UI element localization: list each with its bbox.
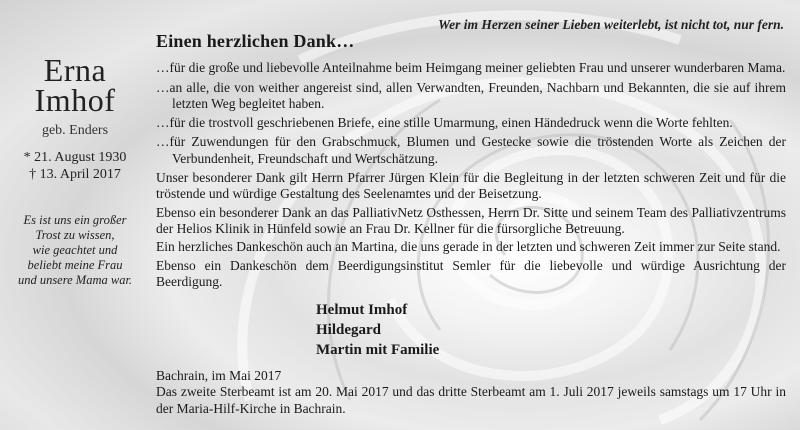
motto-quote: Wer im Herzen seiner Lieben weiterlebt, ist nicht tot, nur fern. <box>438 17 784 32</box>
signer-name: Helmut Imhof <box>316 302 408 319</box>
thanks-item: …für die trostvoll geschriebenen Briefe, eine stille Umarmung, einen Händedruck wenn die Worte fehlten. <box>156 115 733 131</box>
thanks-paragraph: Ebenso ein besonderer Dank an das PalliativNetz Osthessen, Herrn Dr. Sitte und seinem Team des Palliativzentrums der Helios Klinik in Hünfeld sowie an Frau Dr. Kellner für die fürsorgliche Betreuung. <box>156 204 786 236</box>
left-quote-line: Trost zu wissen, <box>35 228 115 242</box>
birth-name: geb. Enders <box>41 123 109 138</box>
left-quote <box>0 213 150 288</box>
signers <box>316 300 786 360</box>
thanks-paragraph: Ein herzliches Dankeschön auch an Martina, die uns gerade in der letzten und schweren Zeit immer zur Seite stand. <box>156 239 781 255</box>
thanks-item: …für die große und liebevolle Anteilnahme beim Heimgang meiner geliebten Frau und unserer wunderbaren Mama. <box>156 60 786 76</box>
left-quote-line: Es ist uns ein großer <box>23 213 127 227</box>
closing-note: Das zweite Sterbeamt ist am 20. Mai 2017 und das dritte Sterbeamt am 1. Juli 2017 jeweils samstags um 17 Uhr in der Maria-Hilf-Kirche in Bachrain. <box>156 384 786 416</box>
thanks-body <box>156 33 786 417</box>
deceased-info <box>0 52 150 288</box>
left-quote-line: wie geachtet und <box>32 243 118 257</box>
thanks-paragraph: Ebenso ein Dankeschön dem Beerdigungsinstitut Semler für die liebevolle und würdige Ausrichtung der Beerdigung. <box>156 257 786 289</box>
first-name: Erna <box>43 52 107 88</box>
place-date: Bachrain, im Mai 2017 <box>156 368 282 384</box>
last-name: Imhof <box>34 82 116 118</box>
left-quote-line: und unsere Mama war. <box>17 273 133 287</box>
life-dates <box>0 149 150 183</box>
left-quote-line: beliebt meine Frau <box>27 258 123 272</box>
thanks-heading: Einen herzlichen Dank… <box>156 31 355 51</box>
signer-name: Hildegard <box>316 322 382 339</box>
thanks-item: …für Zuwendungen für den Grabschmuck, Blumen und Gestecke sowie die tröstenden Worte als Zeichen der Verbundenheit, Freundschaft und Wertschätzung. <box>156 134 786 166</box>
thanks-item: …an alle, die von weither angereist sind, allen Verwandten, Freunden, Nachbarn und Bekannten, die sie auf ihrem letzten Weg begleitet haben. <box>156 79 786 111</box>
birth-date: * 21. August 1930 <box>23 150 127 165</box>
signer-name: Martin mit Familie <box>316 342 440 359</box>
thanks-paragraph: Unser besonderer Dank gilt Herrn Pfarrer Jürgen Klein für die Begleitung in der letzten schweren Zeit und für die tröstende und würdige Gestaltung des Seelenamtes und der Beisetzung. <box>156 170 786 202</box>
death-date: † 13. April 2017 <box>29 167 121 182</box>
